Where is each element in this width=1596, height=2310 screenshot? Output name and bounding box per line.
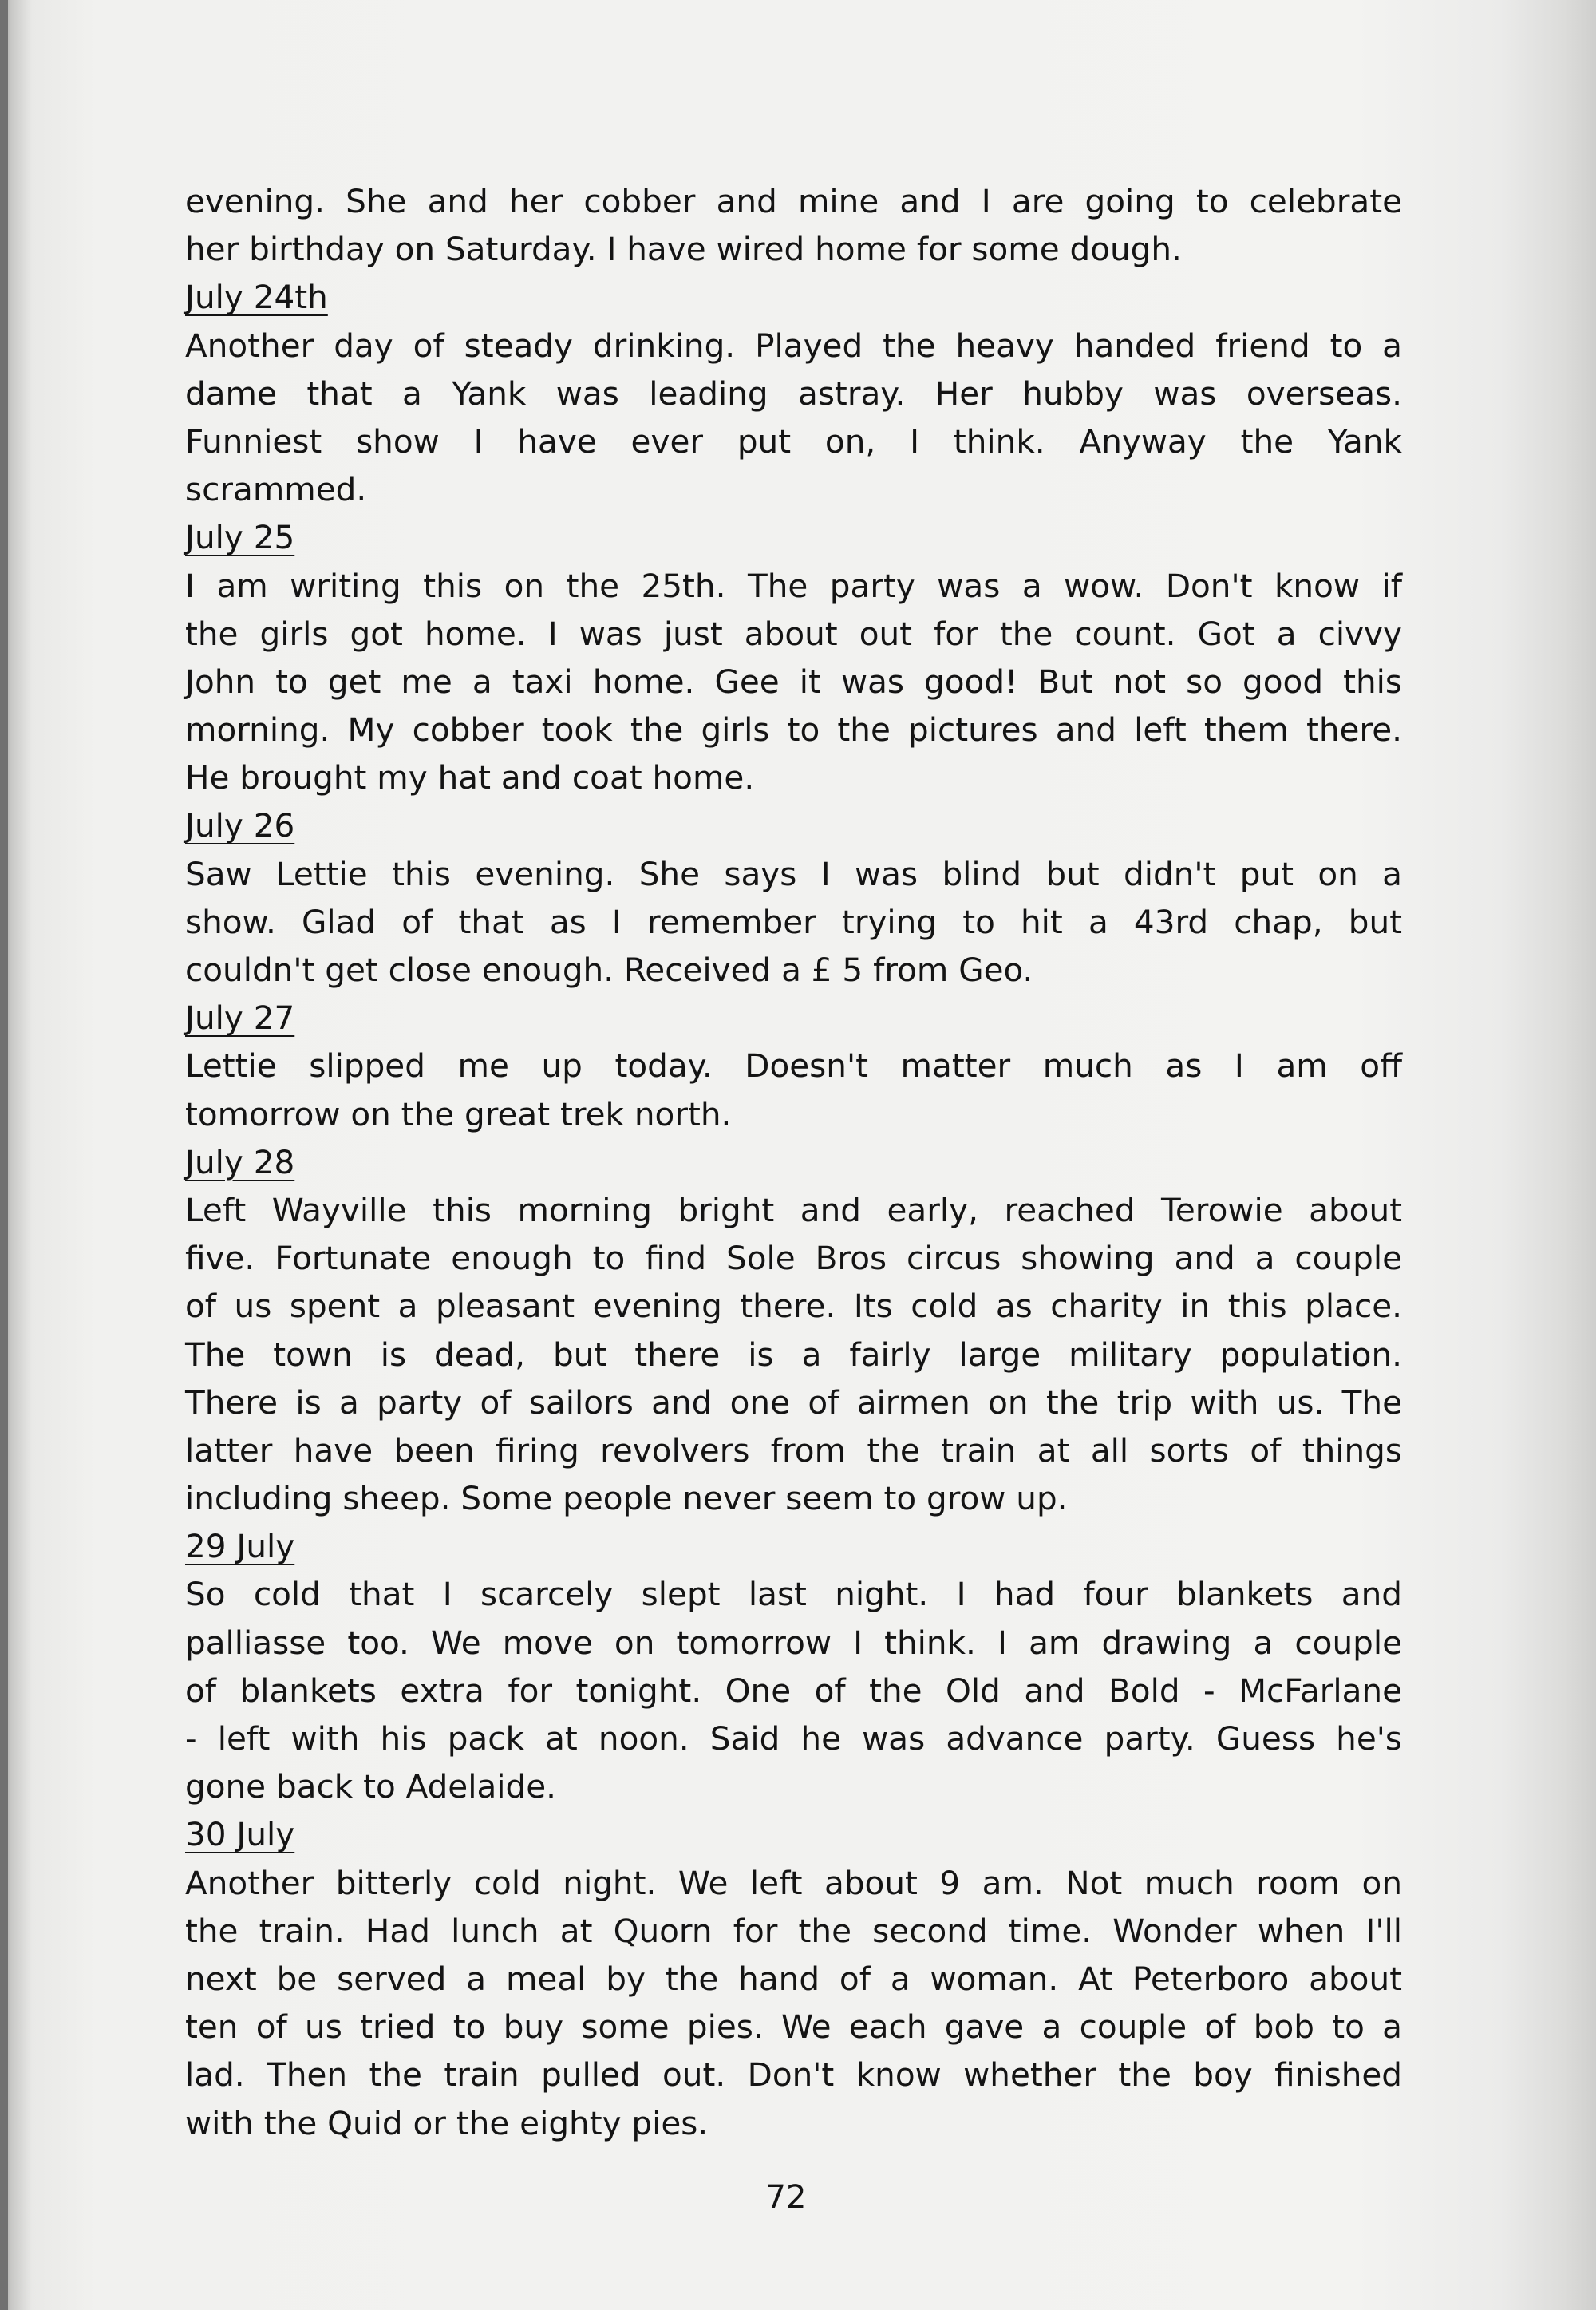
entry-date-heading bbox=[185, 273, 1402, 321]
text-line: with the Quid or the eighty pies. bbox=[185, 2103, 709, 2142]
text-line: scrammed. bbox=[185, 470, 367, 509]
text-line: Lettie slipped me up today. Doesn't matter much as I am off bbox=[185, 1046, 1402, 1086]
text-line: her birthday on Saturday. I have wired home for some dough. bbox=[185, 230, 1182, 269]
text-line: - left with his pack at noon. Said he was advance party. Guess he's bbox=[185, 1719, 1402, 1758]
text-line: He brought my hat and coat home. bbox=[185, 758, 755, 797]
text-line: The town is dead, but there is a fairly large military population. bbox=[185, 1335, 1402, 1374]
text-line: Left Wayville this morning bright and early, reached Terowie about bbox=[185, 1190, 1402, 1229]
page-number: 72 bbox=[765, 2179, 807, 2216]
text-line: couldn't get close enough. Received a £ 5 from Geo. bbox=[185, 951, 1033, 989]
entry-date-label: July 24th bbox=[185, 278, 328, 317]
entry-date-label: 30 July bbox=[185, 1815, 295, 1854]
text-line: five. Fortunate enough to find Sole Bros circus showing and a couple bbox=[185, 1239, 1402, 1278]
entry-date-heading bbox=[185, 1522, 1402, 1570]
text-line: the train. Had lunch at Quorn for the second time. Wonder when I'll bbox=[185, 1911, 1402, 1950]
text-line: Saw Lettie this evening. She says I was blind but didn't put on a bbox=[185, 854, 1402, 893]
text-line: dame that a Yank was leading astray. Her hubby was overseas. bbox=[185, 374, 1402, 413]
entry-date-heading bbox=[185, 994, 1402, 1042]
entry-date-heading bbox=[185, 513, 1402, 561]
text-line: including sheep. Some people never seem to grow up. bbox=[185, 1479, 1068, 1518]
entry-date-heading bbox=[185, 1810, 1402, 1858]
text-line: Funniest show I have ever put on, I think. Anyway the Yank bbox=[185, 421, 1402, 461]
entry-date-label: 29 July bbox=[185, 1527, 295, 1566]
entry-date-label: July 25 bbox=[185, 518, 295, 557]
text-line: ten of us tried to buy some pies. We each gave a couple of bob to a bbox=[185, 2007, 1402, 2047]
diary-text-block bbox=[185, 177, 1402, 2147]
text-line: I am writing this on the 25th. The party was a wow. Don't know if bbox=[185, 566, 1402, 605]
entry-date-label: July 26 bbox=[185, 806, 295, 845]
text-line: So cold that I scarcely slept last night. I had four blankets and bbox=[185, 1575, 1402, 1614]
entry-date-label: July 28 bbox=[185, 1142, 295, 1181]
text-line: next be served a meal by the hand of a woman. At Peterboro about bbox=[185, 1959, 1402, 1998]
binding-edge bbox=[0, 0, 8, 2310]
text-line: show. Glad of that as I remember trying to hit a 43rd chap, but bbox=[185, 902, 1402, 941]
text-line: of blankets extra for tonight. One of the Old and Bold - McFarlane bbox=[185, 1671, 1402, 1710]
entry-date-heading bbox=[185, 1138, 1402, 1186]
text-line: lad. Then the train pulled out. Don't know whether the boy finished bbox=[185, 2055, 1402, 2094]
text-line: Another day of steady drinking. Played the heavy handed friend to a bbox=[185, 326, 1402, 365]
text-line: evening. She and her cobber and mine and I are going to celebrate bbox=[185, 182, 1402, 220]
text-line: the girls got home. I was just about out for the count. Got a civvy bbox=[185, 614, 1402, 653]
text-line: Another bitterly cold night. We left about 9 am. Not much room on bbox=[185, 1863, 1402, 1902]
entry-date-heading bbox=[185, 801, 1402, 849]
text-line: morning. My cobber took the girls to the pictures and left them there. bbox=[185, 710, 1402, 750]
entry-date-label: July 27 bbox=[185, 999, 295, 1038]
text-line: tomorrow on the great trek north. bbox=[185, 1094, 732, 1133]
text-line: latter have been firing revolvers from the train at all sorts of things bbox=[185, 1430, 1402, 1469]
text-line: of us spent a pleasant evening there. Its cold as charity in this place. bbox=[185, 1287, 1402, 1326]
text-line: palliasse too. We move on tomorrow I think. I am drawing a couple bbox=[185, 1623, 1402, 1662]
text-line: There is a party of sailors and one of airmen on the trip with us. The bbox=[185, 1382, 1402, 1422]
text-line: gone back to Adelaide. bbox=[185, 1767, 557, 1806]
text-line: John to get me a taxi home. Gee it was good! But not so good this bbox=[185, 662, 1402, 701]
